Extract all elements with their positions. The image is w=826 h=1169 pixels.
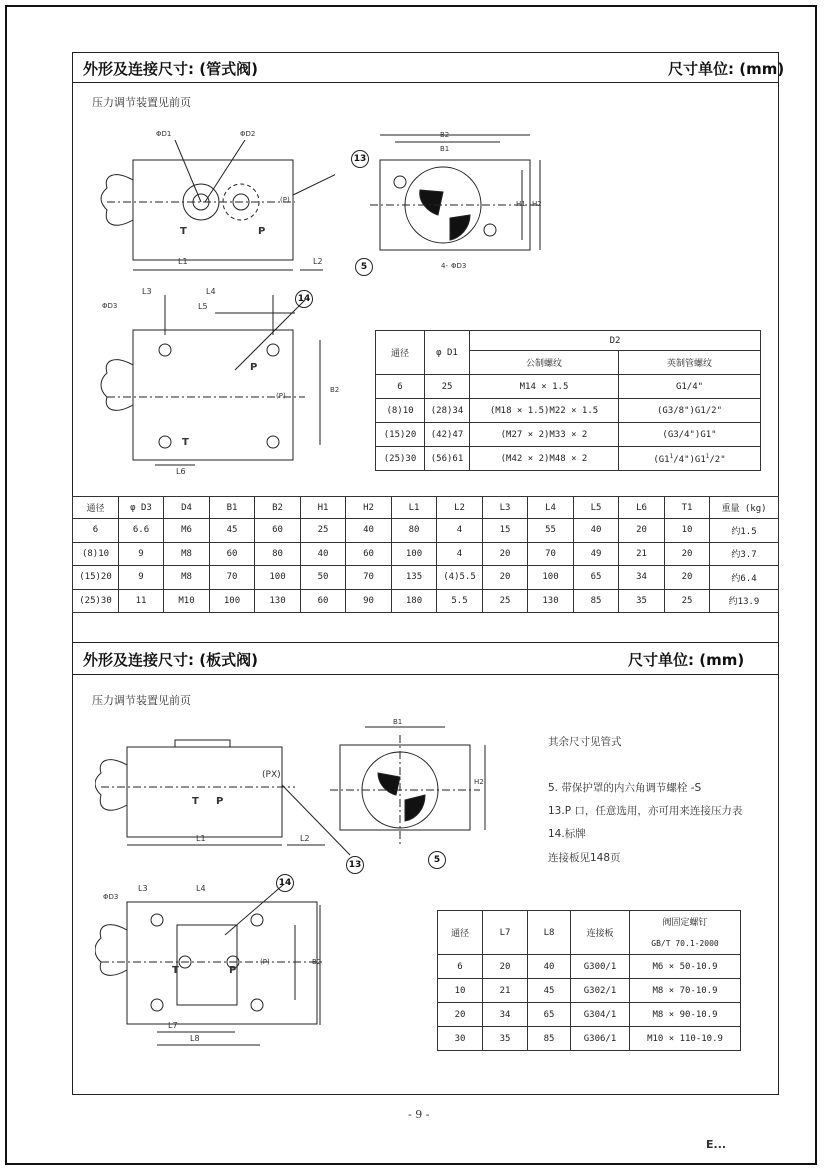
cell: 34 <box>619 566 665 590</box>
dim-h2: H2 <box>532 200 542 208</box>
callout-13-plate: 13 <box>346 856 364 874</box>
dim-h2-plate: H2 <box>474 778 484 786</box>
dim-b1-plate: B1 <box>393 718 403 726</box>
note-5: 5. 带保护罩的内六角调节螺栓 -S <box>548 782 702 794</box>
cell: (G3/4")G1" <box>619 423 761 447</box>
cell: M10 <box>164 589 210 613</box>
th: L7 <box>483 911 528 955</box>
dim-l6: L6 <box>176 467 186 476</box>
cell: M6 <box>164 519 210 543</box>
th: L2 <box>437 497 483 519</box>
cell: 60 <box>210 542 255 566</box>
pipe-valve-bottom-drawing <box>95 285 365 485</box>
cell: 90 <box>346 589 392 613</box>
cell: G304/1 <box>571 1003 630 1027</box>
port-t-plate-bottom: T <box>172 965 179 976</box>
thread-table <box>375 330 761 471</box>
dim-d3-bottom: ΦD3 <box>102 302 118 310</box>
cell: 85 <box>574 589 619 613</box>
cell: G302/1 <box>571 979 630 1003</box>
cell: M8 × 70-10.9 <box>630 979 741 1003</box>
dim-l2: L2 <box>313 257 323 266</box>
callout-14-plate: 14 <box>276 874 294 892</box>
cell: 9 <box>119 542 164 566</box>
section1-note: 压力调节装置见前页 <box>92 96 191 109</box>
dim-l1: L1 <box>178 257 188 266</box>
cell: 20 <box>438 1003 483 1027</box>
cell: M8 × 90-10.9 <box>630 1003 741 1027</box>
section1-title: 外形及连接尺寸: (管式阀) <box>83 60 258 78</box>
cell: 100 <box>528 566 574 590</box>
cell: 45 <box>528 979 571 1003</box>
cell: (4)5.5 <box>437 566 483 590</box>
cell: G1/4" <box>619 375 761 399</box>
table-row <box>73 589 779 613</box>
cell: 21 <box>483 979 528 1003</box>
footer-mark: E... <box>706 1138 727 1151</box>
dim-b2-bottom: B2 <box>330 386 340 394</box>
pipe-valve-front-drawing <box>95 140 335 280</box>
cell: 35 <box>619 589 665 613</box>
port-p-plate: P <box>216 796 224 807</box>
cell: 20 <box>483 542 528 566</box>
cell: 约13.9 <box>710 589 779 613</box>
plate-valve-bottom-drawing <box>95 880 335 1055</box>
cell: (8)10 <box>73 542 119 566</box>
th: L6 <box>619 497 665 519</box>
cell: 100 <box>392 542 437 566</box>
cell: (56)61 <box>425 447 470 471</box>
dimension-table <box>72 496 779 613</box>
cell: 55 <box>528 519 574 543</box>
dim-h1: H1 <box>516 200 526 208</box>
cell: 20 <box>665 566 710 590</box>
cell: 6 <box>438 955 483 979</box>
cell: 20 <box>619 519 665 543</box>
port-p-bottom: P <box>250 362 258 373</box>
dim-d2: ΦD2 <box>240 130 256 138</box>
cell: 25 <box>425 375 470 399</box>
page-number: - 9 - <box>408 1108 430 1121</box>
cell: 40 <box>574 519 619 543</box>
dim-l1-plate: L1 <box>196 834 206 843</box>
dim-l4: L4 <box>206 287 216 296</box>
dim-4-d3: ΦD3 <box>451 262 467 270</box>
table-row <box>376 447 761 471</box>
th: L8 <box>528 911 571 955</box>
section-divider <box>72 642 779 643</box>
section2-header-rule <box>72 674 779 675</box>
table-row <box>73 542 779 566</box>
cell: 20 <box>483 955 528 979</box>
port-t-bottom: T <box>182 437 189 448</box>
section2-title: 外形及连接尺寸: (板式阀) <box>83 651 258 669</box>
valve-body-outline <box>133 160 293 260</box>
cell: 11 <box>119 589 164 613</box>
table-row <box>376 375 761 399</box>
note-plate: 连接板见148页 <box>548 852 621 864</box>
cell: 60 <box>255 519 301 543</box>
cell: 60 <box>301 589 346 613</box>
cell: 约1.5 <box>710 519 779 543</box>
th: T1 <box>665 497 710 519</box>
cell: 70 <box>528 542 574 566</box>
table-row <box>438 1027 741 1051</box>
th: L1 <box>392 497 437 519</box>
cell: 30 <box>438 1027 483 1051</box>
callout-14: 14 <box>295 290 313 308</box>
dim-d1: ΦD1 <box>156 130 172 138</box>
cell: (15)20 <box>73 566 119 590</box>
cell: $(G1^1/4")G1^1/2$" <box>619 447 761 471</box>
section2-unit: 尺寸单位: (mm) <box>628 651 745 669</box>
cell: 6 <box>73 519 119 543</box>
port-px-label: (P) <box>280 196 290 204</box>
cell: 21 <box>619 542 665 566</box>
cell: 40 <box>301 542 346 566</box>
cell: 5.5 <box>437 589 483 613</box>
dim-l2-plate: L2 <box>300 834 310 843</box>
cell: 130 <box>528 589 574 613</box>
cell: 25 <box>665 589 710 613</box>
cell: 约3.7 <box>710 542 779 566</box>
cell: M8 <box>164 566 210 590</box>
cell: (M42 × 2)M48 × 2 <box>470 447 619 471</box>
table-row <box>376 423 761 447</box>
cell: (42)47 <box>425 423 470 447</box>
cell: 35 <box>483 1027 528 1051</box>
th: B1 <box>210 497 255 519</box>
cell: (M18 × 1.5)M22 × 1.5 <box>470 399 619 423</box>
th: GB/T 70.1-2000 <box>630 933 741 955</box>
dim-l8: L8 <box>190 1034 200 1043</box>
cell: (28)34 <box>425 399 470 423</box>
cell: 25 <box>483 589 528 613</box>
cell: 40 <box>346 519 392 543</box>
port-t-label: T <box>180 226 187 237</box>
cell: 40 <box>528 955 571 979</box>
dim-l7: L7 <box>168 1021 178 1030</box>
cell: 100 <box>210 589 255 613</box>
table-header-row <box>73 497 779 519</box>
th: H1 <box>301 497 346 519</box>
note-13: 13.P 口，任意选用，亦可用来连接压力表 <box>548 805 743 817</box>
cell: (15)20 <box>376 423 425 447</box>
table-row <box>438 955 741 979</box>
section2-note: 压力调节装置见前页 <box>92 694 191 707</box>
cell: 20 <box>665 542 710 566</box>
th: D4 <box>164 497 210 519</box>
cell: 100 <box>255 566 301 590</box>
port-p-plate-bottom: P <box>229 965 237 976</box>
cell: 34 <box>483 1003 528 1027</box>
dim-b2-plate: B2 <box>312 958 322 966</box>
cell: 6.6 <box>119 519 164 543</box>
th: 连接板 <box>571 911 630 955</box>
cell: 6 <box>376 375 425 399</box>
callout-5: 5 <box>355 258 373 276</box>
th-metric: 公制螺纹 <box>470 351 619 375</box>
port-px-plate-bottom: (P) <box>260 958 270 966</box>
section1-header-rule <box>72 82 779 83</box>
cell: 70 <box>210 566 255 590</box>
th: H2 <box>346 497 392 519</box>
cell: (M27 × 2)M33 × 2 <box>470 423 619 447</box>
th: 通径 <box>438 911 483 955</box>
dim-b2: B2 <box>440 131 450 139</box>
dim-b1: B1 <box>440 145 450 153</box>
cell: 4 <box>437 542 483 566</box>
plate-table <box>437 910 741 1051</box>
callout-13: 13 <box>351 150 369 168</box>
th-d1: φ D1 <box>425 331 470 375</box>
cell: 约6.4 <box>710 566 779 590</box>
table-row <box>376 399 761 423</box>
cell: 180 <box>392 589 437 613</box>
cell: (G3/8")G1/2" <box>619 399 761 423</box>
cell: 49 <box>574 542 619 566</box>
cell: (25)30 <box>73 589 119 613</box>
th-d2: D2 <box>470 331 761 351</box>
dim-l5: L5 <box>198 302 208 311</box>
cell: (8)10 <box>376 399 425 423</box>
cell: (25)30 <box>376 447 425 471</box>
cell: 60 <box>346 542 392 566</box>
cell: 10 <box>438 979 483 1003</box>
cell: 65 <box>574 566 619 590</box>
cell: 80 <box>255 542 301 566</box>
cell: 70 <box>346 566 392 590</box>
th: 阀固定螺钉 <box>630 911 741 933</box>
table-row <box>73 519 779 543</box>
cell: 4 <box>437 519 483 543</box>
dim-l3-plate: L3 <box>138 884 148 893</box>
th-imperial: 英制管螺纹 <box>619 351 761 375</box>
th: 通径 <box>73 497 119 519</box>
port-px-bottom: (P) <box>276 392 286 400</box>
cell: M14 × 1.5 <box>470 375 619 399</box>
port-p-label: P <box>258 226 266 237</box>
cell: 9 <box>119 566 164 590</box>
cell: M8 <box>164 542 210 566</box>
plate-valve-front-drawing <box>95 735 360 865</box>
cell: M6 × 50-10.9 <box>630 955 741 979</box>
dim-d3-plate: ΦD3 <box>103 893 119 901</box>
section1-unit: 尺寸单位: (mm) <box>668 60 785 78</box>
cell: 65 <box>528 1003 571 1027</box>
th: B2 <box>255 497 301 519</box>
callout-5-plate: 5 <box>428 851 446 869</box>
table-row <box>73 566 779 590</box>
cell: 15 <box>483 519 528 543</box>
dim-l3: L3 <box>142 287 152 296</box>
cell: 45 <box>210 519 255 543</box>
cell: 25 <box>301 519 346 543</box>
cell: 85 <box>528 1027 571 1051</box>
th: L4 <box>528 497 574 519</box>
th-bore: 通径 <box>376 331 425 375</box>
table-row <box>438 1003 741 1027</box>
port-pxx-plate: (PX) <box>262 770 281 780</box>
cell: 20 <box>483 566 528 590</box>
cell: 80 <box>392 519 437 543</box>
adjust-knob <box>101 175 133 225</box>
table-row <box>438 979 741 1003</box>
dim-4-d3-prefix: 4- <box>441 262 448 270</box>
note-14: 14.标牌 <box>548 828 586 840</box>
cell: 135 <box>392 566 437 590</box>
dim-l4-plate: L4 <box>196 884 206 893</box>
th: L5 <box>574 497 619 519</box>
th: φ D3 <box>119 497 164 519</box>
port-t-plate: T <box>192 796 199 807</box>
cell: G300/1 <box>571 955 630 979</box>
cell: 50 <box>301 566 346 590</box>
th: 重量 (kg) <box>710 497 779 519</box>
th: L3 <box>483 497 528 519</box>
note-rest: 其余尺寸见管式 <box>548 736 622 748</box>
cell: 130 <box>255 589 301 613</box>
cell: 10 <box>665 519 710 543</box>
cell: M10 × 110-10.9 <box>630 1027 741 1051</box>
cell: G306/1 <box>571 1027 630 1051</box>
